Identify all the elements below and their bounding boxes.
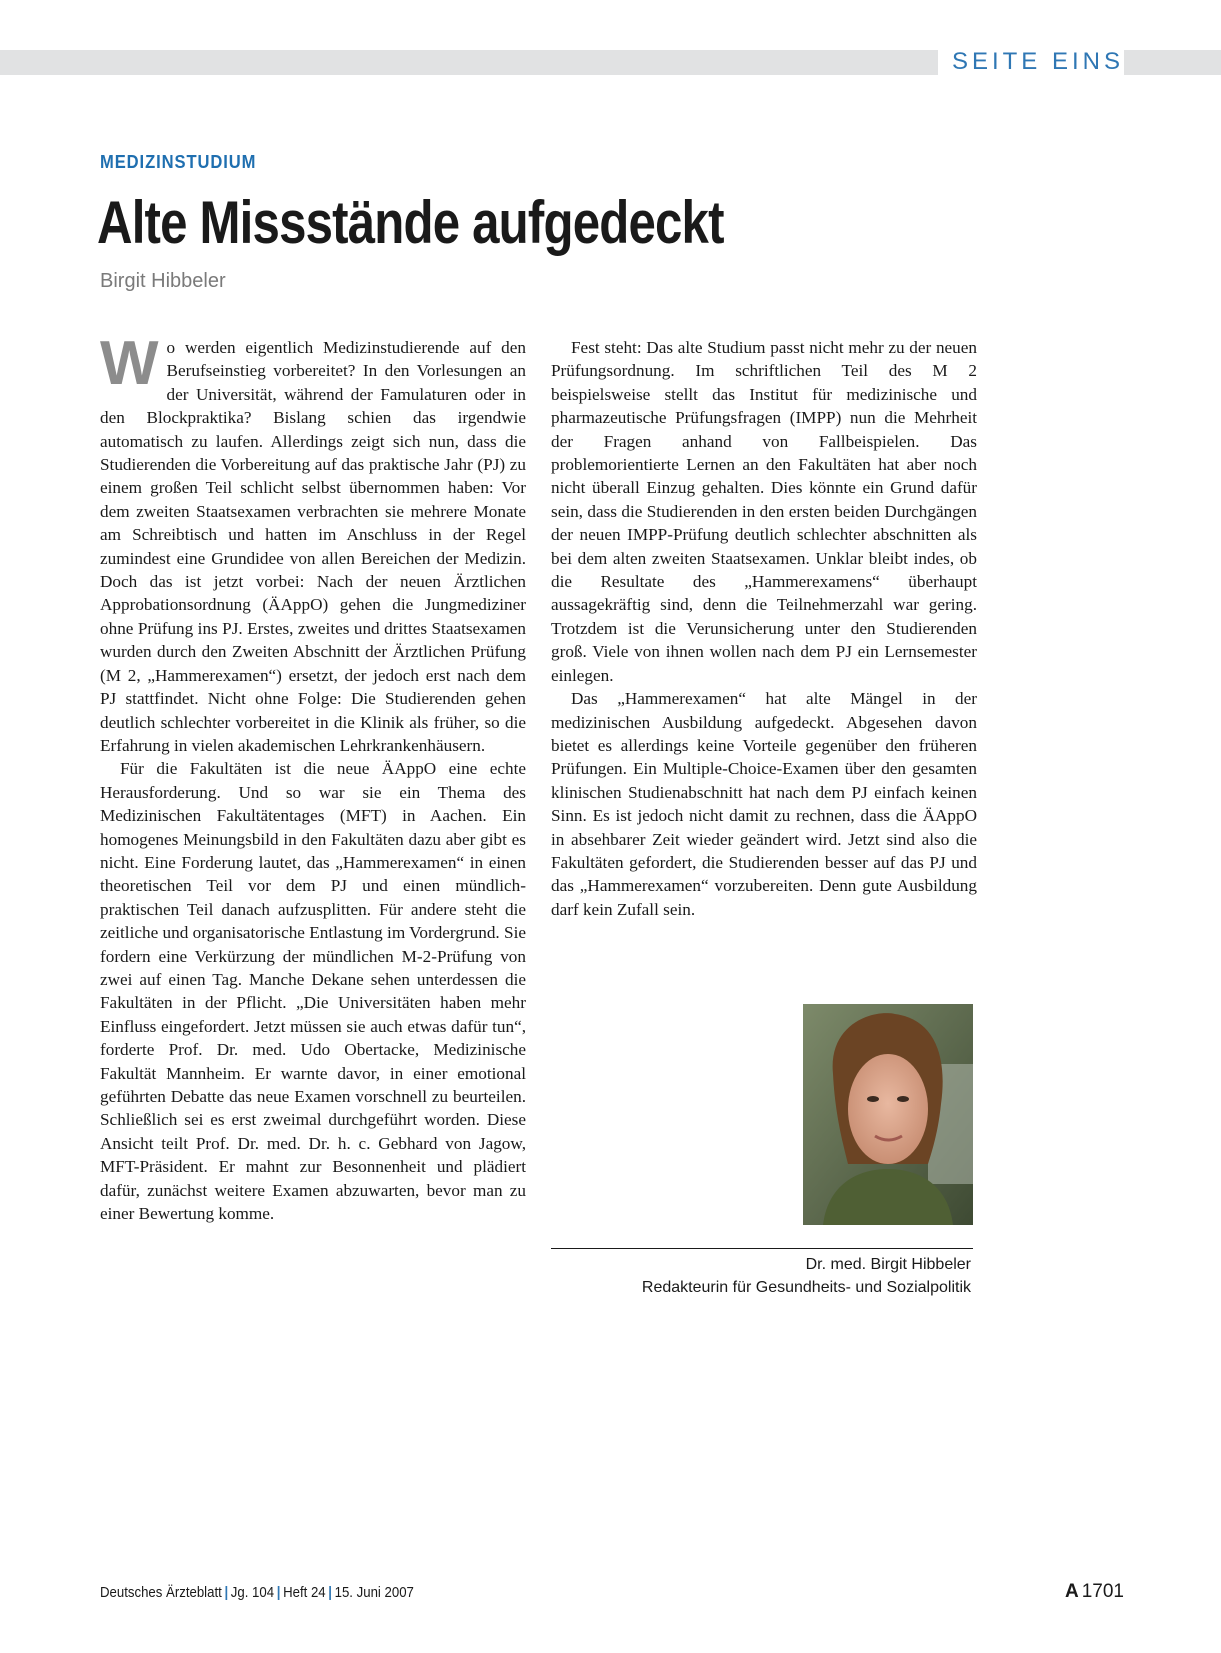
caption-role: Redakteurin für Gesundheits- und Sozialpolitik <box>641 1279 971 1296</box>
page-number-value: 1701 <box>1081 1581 1124 1602</box>
article-author: Birgit Hibbeler <box>100 270 226 292</box>
footer-separator: | <box>224 1584 229 1601</box>
page-prefix: A <box>1064 1581 1079 1602</box>
article-paragraph: Fest steht: Das alte Studium passt nicht mehr zu der neuen Prüfungsordnung. Im schriftlichen Teil des M 2 beispielsweise stellt das Institut für medizinische und pharmazeutische Prüfungsfragen (IMPP) nun die Mehrheit der Fragen anhand von Fallbeispielen. Das problemorientierte Lernen an den Fakultäten hat aber noch nicht überall Einzug gehalten. Dies könnte ein Grund dafür sein, dass die Studierenden in den ersten beiden Durchgängen der neuen IMPP-Prüfung deutlich schlechter abschnitten als bei dem alten zweiten Staatsexamen. Unklar bleibt indes, ob die Resultate des „Hammerexamens“ überhaupt aussagekräftig sind, denn die Teilnehmerzahl war gering. Trotzdem ist die Verunsicherung unter den Studierenden groß. Viele von ihnen wollen nach dem PJ ein Lernsemester einlegen. <box>551 338 977 685</box>
article-paragraph <box>100 329 526 757</box>
footer-date: 15. Juni 2007 <box>334 1584 414 1601</box>
footer-publication: Deutsches Ärzteblatt <box>100 1584 222 1601</box>
footer-issue: Heft 24 <box>283 1584 326 1601</box>
caption-rule <box>551 1248 973 1249</box>
article-paragraph: Für die Fakultäten ist die neue ÄAppO eine echte Herausforderung. Und so war sie ein Thema des Medizinischen Fakultätentages (MFT) in Aachen. Ein homogenes Meinungsbild in den Fakultäten dazu aber gibt es nicht. Eine Forderung lautet, das „Hammerexamen“ in einen theoretischen Teil vor dem PJ und einen mündlich-praktischen Teil danach aufzusplitten. Für andere steht die zeitliche und organisatorische Entlastung im Vordergrund. Sie fordern eine Verkürzung der mündlichen M-2-Prüfung von zwei auf einen Tag. Manche Dekane sehen unterdessen die Fakultäten in der Pflicht. „Die Universitäten haben mehr Einfluss eingefordert. Jetzt müssen sie auch etwas dafür tun“, forderte Prof. Dr. med. Udo Obertacke, Medizinische Fakultät Mannheim. Er warnte davor, in einer emotional geführten Debatte das neue Examen vorschnell zu beurteilen. Schließlich sei es erst zweimal durchgeführt worden. Diese Ansicht teilt Prof. Dr. med. Dr. h. c. Gebhard von Jagow, MFT-Präsident. Er mahnt zur Besonnenheit und plädiert dafür, zunächst weitere Examen abzuwarten, bevor man zu einer Bewertung komme. <box>100 759 526 1224</box>
article-kicker: MEDIZINSTUDIUM <box>100 152 257 172</box>
footer-citation <box>100 1584 414 1601</box>
footer-volume: Jg. 104 <box>230 1584 275 1601</box>
photo-caption <box>551 1253 971 1299</box>
drop-cap: W <box>100 329 159 398</box>
footer-separator: | <box>276 1584 281 1601</box>
paragraph-text: o werden eigentlich Medizinstudierende auf den Berufseinstieg vorbereitet? In den Vorlesungen an der Universität, während der Famulaturen oder in den Blockpraktika? Bislang schien das irgendwie automatisch zu laufen. Allerdings zeigt sich nun, dass die Studierenden die Vorbereitung auf das praktische Jahr (PJ) zu einem großen Teil schlicht selbst übernommen haben: Vor dem zweiten Staatsexamen verbrachten sie mehrere Monate am Schreibtisch und hatten im Anschluss in der Regel zumindest eine Grundidee von allen Bereichen der Medizin. Doch das ist jetzt vorbei: Nach der neuen Ärztlichen Approbationsordnung (ÄAppO) gehen die Jungmediziner ohne Prüfung ins PJ. Erstes, zweites und drittes Staatsexamen wurden durch den Zweiten Abschnitt der Ärztlichen Prüfung (M 2, „Hammerexamen“) ersetzt, der jedoch erst nach dem PJ stattfindet. Nicht ohne Folge: Die Studierenden gehen deutlich schlechter vorbereitet in die Klinik als früher, so die Erfahrung in vielen akademischen Lehrkrankenhäusern. <box>100 338 526 755</box>
page-number <box>1065 1581 1124 1603</box>
caption-name: Dr. med. Birgit Hibbeler <box>805 1256 971 1273</box>
article-paragraph: Das „Hammerexamen“ hat alte Mängel in der medizinischen Ausbildung aufgedeckt. Abgesehen davon bietet es allerdings keine Vorteile gegenüber den früheren Prüfungen. Ein Multiple-Choice-Examen über den gesamten klinischen Studienabschnitt hat nach dem PJ einfach keinen Sinn. Es ist jedoch nicht damit zu rechnen, dass die ÄAppO in absehbarer Zeit wieder geändert wird. Jetzt sind also die Fakultäten gefordert, die Studierenden besser auf das PJ und das „Hammerexamen“ vorzubereiten. Denn gute Ausbildung darf kein Zufall sein. <box>551 689 977 919</box>
article-headline: Alte Missstände aufgedeckt <box>97 189 724 256</box>
section-label: SEITE EINS <box>938 47 1124 77</box>
article-column-left <box>100 329 526 1225</box>
footer-separator: | <box>328 1584 332 1601</box>
article-column-right <box>551 336 977 921</box>
author-photo <box>803 1004 973 1225</box>
